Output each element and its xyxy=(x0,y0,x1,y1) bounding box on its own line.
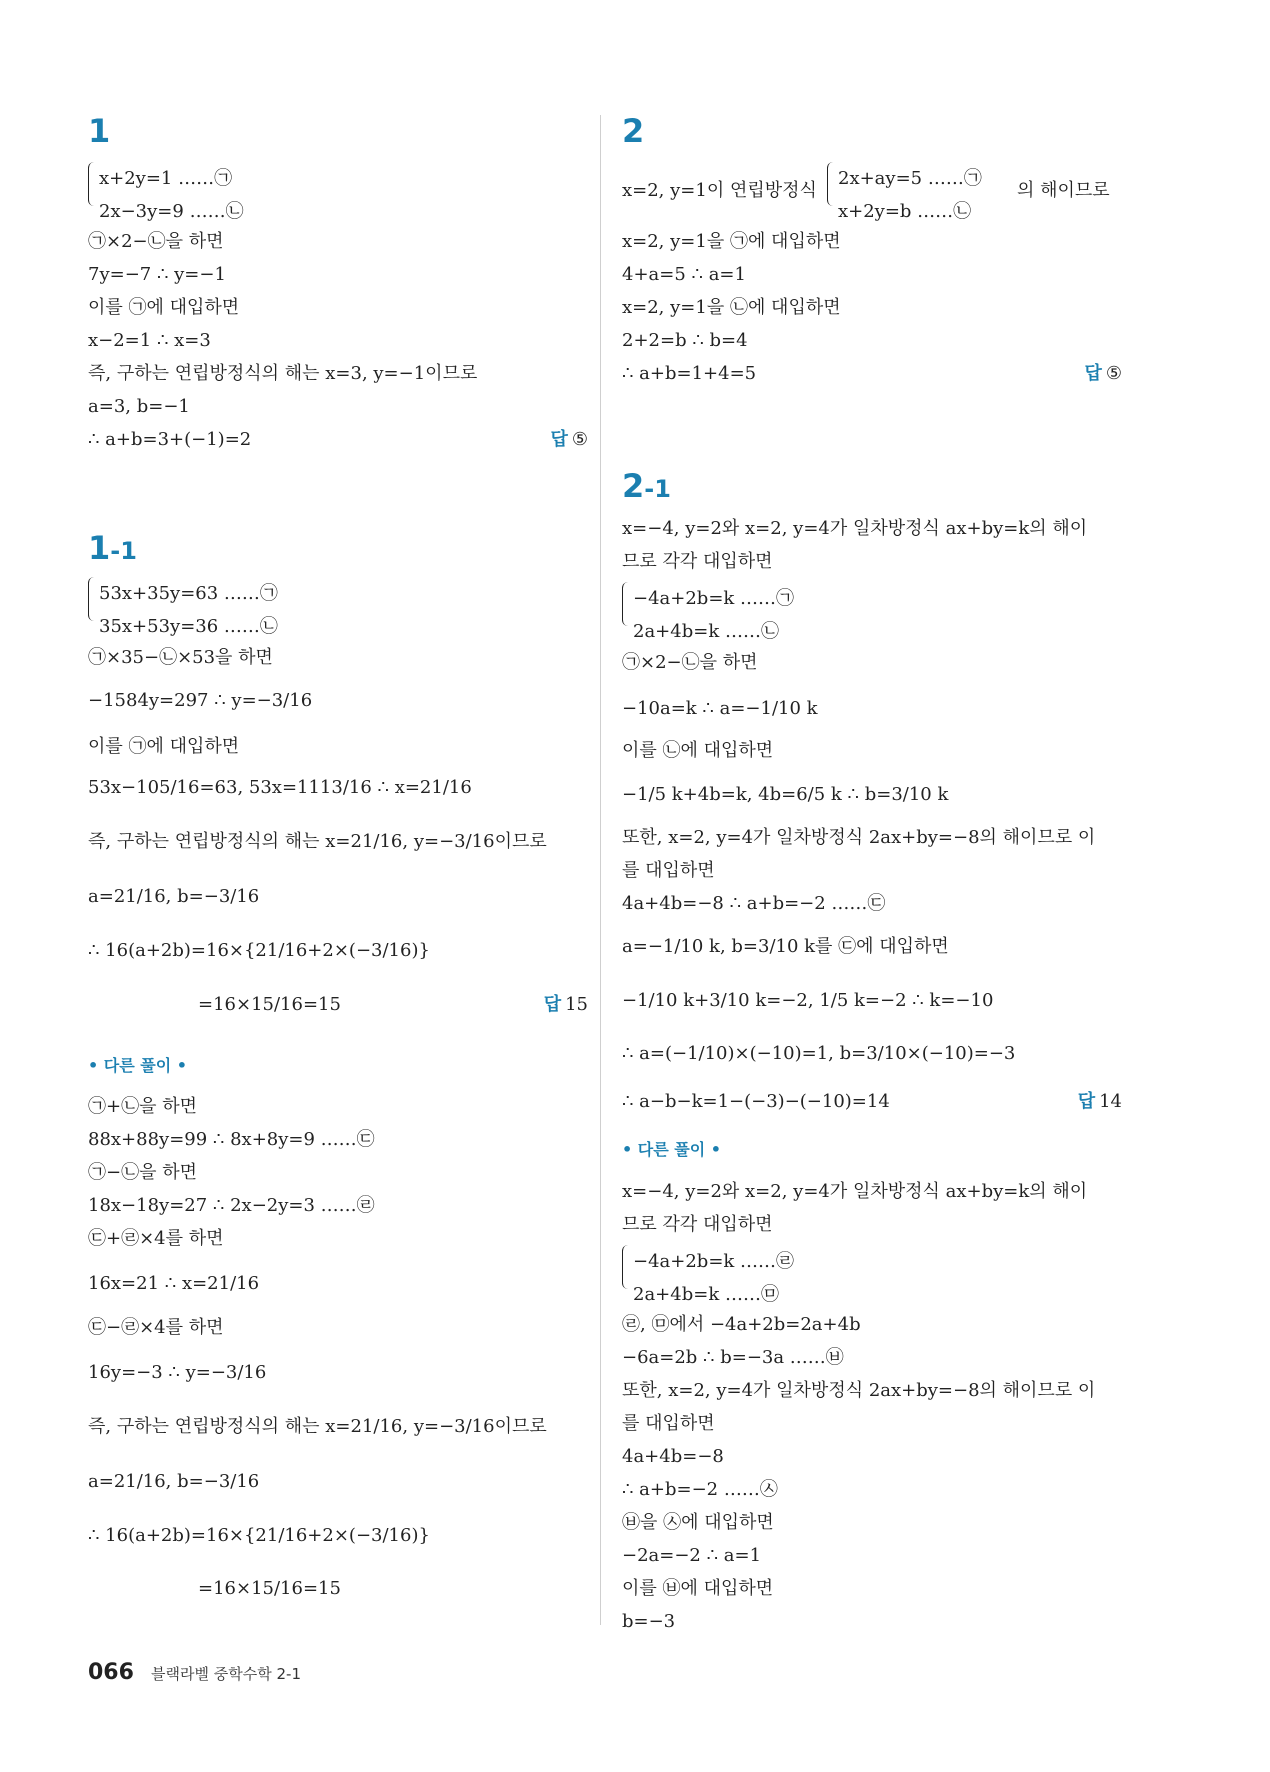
solution-line: ∴ a=(−1/10)×(−10)=1, b=3/10×(−10)=−3 xyxy=(622,1043,1016,1064)
equation: 2x−3y=9 ……㉡ xyxy=(99,201,244,222)
alternative-solution-label: • 다른 풀이 • xyxy=(622,1140,721,1159)
solution-line: =16×15/16=15 xyxy=(198,994,341,1015)
solution-line: a=21/16, b=−3/16 xyxy=(88,1471,260,1492)
equation: −4a+2b=k ……㉣ xyxy=(633,1251,795,1272)
solution-line: 이를 ㉥에 대입하면 xyxy=(622,1578,774,1599)
system-2-1-alt xyxy=(622,1245,794,1311)
solution-line: ㉠−㉡을 하면 xyxy=(88,1162,197,1183)
solution-line: ㉠×2−㉡을 하면 xyxy=(622,652,758,673)
solution-line: −2a=−2 ∴ a=1 xyxy=(622,1545,762,1566)
problem-1-label: 1 xyxy=(88,112,111,150)
solution-line: ∴ a−b−k=1−(−3)−(−10)=14 xyxy=(622,1091,890,1112)
solution-line: 4+a=5 ∴ a=1 xyxy=(622,264,746,285)
solution-line: ㉢+㉣×4를 하면 xyxy=(88,1228,224,1249)
solution-line: =16×15/16=15 xyxy=(198,1578,341,1599)
equation: 2x+ay=5 ……㉠ xyxy=(838,168,982,189)
equation: 2a+4b=k ……㉡ xyxy=(633,621,779,642)
solution-line: 즉, 구하는 연립방정식의 해는 x=21/16, y=−3/16이므로 xyxy=(88,831,547,852)
problem-2-1-label: 2-1 xyxy=(622,467,671,505)
page-footer xyxy=(88,1660,301,1685)
solution-line: 를 대입하면 xyxy=(622,860,715,881)
solution-line: ㉣, ㉤에서 −4a+2b=2a+4b xyxy=(622,1314,861,1335)
solution-line: x=−4, y=2와 x=2, y=4가 일차방정식 ax+by=k의 해이 xyxy=(622,518,1088,539)
solution-line: ㉥을 ㉦에 대입하면 xyxy=(622,1512,774,1533)
equation: −4a+2b=k ……㉠ xyxy=(633,588,795,609)
equation: 53x+35y=63 ……㉠ xyxy=(99,583,278,604)
solution-line: ㉠×35−㉡×53을 하면 xyxy=(88,647,273,668)
answer: 답 ⑤ xyxy=(550,429,588,450)
equation: 2a+4b=k ……㉤ xyxy=(633,1284,779,1305)
solution-line: −1/5 k+4b=k, 4b=6/5 k ∴ b=3/10 k xyxy=(622,784,949,805)
solution-line: 이를 ㉠에 대입하면 xyxy=(88,297,240,318)
system-1-1 xyxy=(88,577,278,643)
answer: 답 15 xyxy=(543,994,588,1015)
system-2 xyxy=(827,162,982,228)
solution-line: 를 대입하면 xyxy=(622,1413,715,1434)
alternative-solution-label: • 다른 풀이 • xyxy=(88,1056,187,1075)
solution-line: 즉, 구하는 연립방정식의 해는 x=3, y=−1이므로 xyxy=(88,363,478,384)
solution-line: x=−4, y=2와 x=2, y=4가 일차방정식 ax+by=k의 해이 xyxy=(622,1181,1088,1202)
solution-line: 또한, x=2, y=4가 일차방정식 2ax+by=−8의 해이므로 이 xyxy=(622,827,1096,848)
page-number: 066 xyxy=(88,1660,134,1685)
solution-line: 또한, x=2, y=4가 일차방정식 2ax+by=−8의 해이므로 이 xyxy=(622,1380,1096,1401)
solution-line: ∴ 16(a+2b)=16×{21/16+2×(−3/16)} xyxy=(88,1525,430,1546)
solution-line: ㉠+㉡을 하면 xyxy=(88,1096,197,1117)
solution-line: 88x+88y=99 ∴ 8x+8y=9 ……㉢ xyxy=(88,1129,375,1150)
system-1 xyxy=(88,162,244,228)
solution-line: 2+2=b ∴ b=4 xyxy=(622,330,748,351)
equation: 35x+53y=36 ……㉡ xyxy=(99,616,278,637)
solution-line: 이를 ㉠에 대입하면 xyxy=(88,736,240,757)
solution-line: −10a=k ∴ a=−1/10 k xyxy=(622,698,818,719)
solution-line: x=2, y=1이 연립방정식 xyxy=(622,180,817,201)
solution-line: 즉, 구하는 연립방정식의 해는 x=21/16, y=−3/16이므로 xyxy=(88,1416,547,1437)
equation: x+2y=1 ……㉠ xyxy=(99,168,233,189)
solution-line: 이를 ㉡에 대입하면 xyxy=(622,740,774,761)
solution-line: 16y=−3 ∴ y=−3/16 xyxy=(88,1362,267,1383)
problem-1-1-label: 1-1 xyxy=(88,529,137,567)
solution-line: 16x=21 ∴ x=21/16 xyxy=(88,1273,260,1294)
solution-line: ∴ a+b=−2 ……㉦ xyxy=(622,1479,778,1500)
problem-2-label: 2 xyxy=(622,112,645,150)
solution-line: ∴ a+b=3+(−1)=2 xyxy=(88,429,252,450)
solution-line: b=−3 xyxy=(622,1611,676,1632)
system-2-1 xyxy=(622,582,794,648)
solution-line: a=3, b=−1 xyxy=(88,396,190,417)
solution-line: a=−1/10 k, b=3/10 k를 ㉢에 대입하면 xyxy=(622,936,949,957)
solution-line: 의 해이므로 xyxy=(1017,180,1110,201)
solution-line: −1/10 k+3/10 k=−2, 1/5 k=−2 ∴ k=−10 xyxy=(622,990,994,1011)
answer: 답 ⑤ xyxy=(1084,363,1122,384)
column-divider xyxy=(600,115,601,1625)
solution-line: x=2, y=1을 ㉡에 대입하면 xyxy=(622,297,841,318)
solution-line: x=2, y=1을 ㉠에 대입하면 xyxy=(622,231,841,252)
solution-line: ㉠×2−㉡을 하면 xyxy=(88,231,224,252)
solution-line: ∴ 16(a+2b)=16×{21/16+2×(−3/16)} xyxy=(88,940,430,961)
solution-line: x−2=1 ∴ x=3 xyxy=(88,330,211,351)
solution-line: 7y=−7 ∴ y=−1 xyxy=(88,264,226,285)
equation: x+2y=b ……㉡ xyxy=(838,201,972,222)
solution-line: ∴ a+b=1+4=5 xyxy=(622,363,757,384)
solution-line: a=21/16, b=−3/16 xyxy=(88,886,260,907)
solution-line: 18x−18y=27 ∴ 2x−2y=3 ……㉣ xyxy=(88,1195,375,1216)
answer: 답 14 xyxy=(1077,1091,1122,1112)
book-title: 블랙라벨 중학수학 2-1 xyxy=(151,1665,301,1683)
solution-line: 므로 각각 대입하면 xyxy=(622,551,773,572)
solution-line: 53x−105/16=63, 53x=1113/16 ∴ x=21/16 xyxy=(88,777,472,798)
solution-line: ㉢−㉣×4를 하면 xyxy=(88,1317,224,1338)
solution-line: −6a=2b ∴ b=−3a ……㉥ xyxy=(622,1347,844,1368)
solution-line: −1584y=297 ∴ y=−3/16 xyxy=(88,690,313,711)
solution-line: 므로 각각 대입하면 xyxy=(622,1214,773,1235)
solution-line: 4a+4b=−8 ∴ a+b=−2 ……㉢ xyxy=(622,893,886,914)
solution-line: 4a+4b=−8 xyxy=(622,1446,724,1467)
